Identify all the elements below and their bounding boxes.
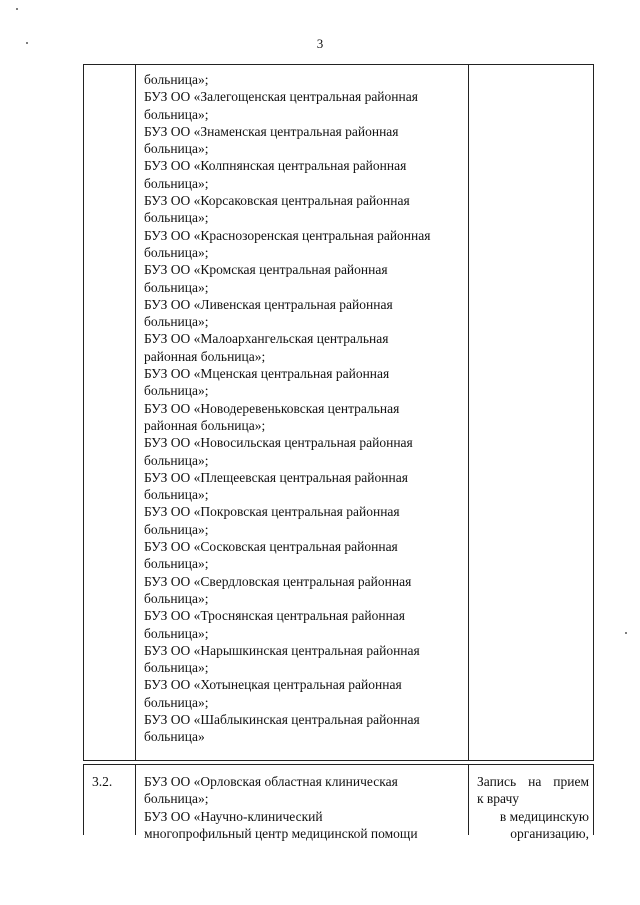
purpose-cell (469, 765, 593, 841)
organization-line: БУЗ ОО «Ливенская центральная районная (144, 296, 393, 312)
organization-line: больница»; (144, 106, 209, 122)
organization-line: БУЗ ОО «Кромская центральная районная (144, 262, 388, 278)
organization-line: больница» (144, 729, 205, 745)
scan-speck (16, 8, 18, 10)
purpose-line: в медицинскую (499, 808, 589, 824)
table-row (83, 764, 594, 841)
table-row (83, 64, 594, 761)
organization-line: больница»; (144, 590, 209, 606)
organization-line: БУЗ ОО «Новодеревеньковская центральная (144, 400, 400, 416)
hospital-table (83, 64, 594, 841)
organization-line: больница»; (144, 210, 209, 226)
organization-line: больница»; (144, 141, 209, 157)
organization-line: БУЗ ОО «Колпнянская центральная районная (144, 158, 407, 174)
organization-line: больница»; (144, 694, 209, 710)
organization-line: больница»; (144, 383, 209, 399)
organization-line: БУЗ ОО «Орловская областная клиническая (144, 774, 398, 789)
organization-line: больница»; (144, 791, 209, 807)
organization-line: БУЗ ОО «Шаблыкинская центральная районная (144, 711, 420, 727)
row-number-cell (84, 65, 136, 760)
organization-line: больница»; (144, 279, 209, 295)
organization-line: больница»; (144, 175, 209, 191)
organization-line: БУЗ ОО «Знаменская центральная районная (144, 123, 399, 139)
organization-line: БУЗ ОО «Корсаковская центральная районная (144, 193, 410, 209)
organizations-cell (136, 65, 469, 760)
organizations-cell (136, 765, 469, 841)
organization-line: БУЗ ОО «Хотынецкая центральная районная (144, 677, 402, 693)
organization-line: БУЗ ОО «Плещеевская центральная районная (144, 469, 408, 485)
organization-line: БУЗ ОО «Сосковская центральная районная (144, 539, 398, 555)
organization-line: многопрофильный центр медицинской помощи (144, 825, 418, 841)
organization-line: БУЗ ОО «Научно-клинический (144, 808, 323, 824)
scan-speck (26, 42, 28, 44)
organization-line: БУЗ ОО «Новосильская центральная районная (144, 435, 413, 451)
organization-line: больница»; (144, 660, 209, 676)
organization-line: больница»; (144, 314, 209, 330)
organization-line: БУЗ ОО «Мценская центральная районная (144, 366, 390, 382)
organization-line: больница»; (144, 72, 209, 87)
organization-line: БУЗ ОО «Малоархангельская центральная (144, 331, 389, 347)
organization-line: больница»; (144, 556, 209, 572)
organization-line: БУЗ ОО «Покровская центральная районная (144, 504, 400, 520)
organization-line: больница»; (144, 452, 209, 468)
page-number: 3 (316, 36, 324, 51)
organization-line: больница»; (144, 625, 209, 641)
organization-line: БУЗ ОО «Троснянская центральная районная (144, 608, 405, 624)
organization-line: БУЗ ОО «Краснозоренская центральная районная (144, 227, 431, 243)
organization-line: районная больница»; (144, 417, 266, 433)
organization-line: БУЗ ОО «Залегощенская центральная районная (144, 89, 418, 105)
organization-line: больница»; (144, 244, 209, 260)
purpose-cell (469, 65, 593, 760)
organization-line: больница»; (144, 521, 209, 537)
organization-line: БУЗ ОО «Нарышкинская центральная районная (144, 642, 420, 658)
purpose-line: к врачу (477, 791, 520, 807)
organization-line: районная больница»; (144, 348, 266, 364)
row-number-cell: 3.2. (84, 765, 136, 835)
purpose-line: организацию, (510, 825, 589, 841)
organization-line: БУЗ ОО «Свердловская центральная районная (144, 573, 412, 589)
scan-speck (625, 632, 627, 634)
organization-line: больница»; (144, 487, 209, 503)
purpose-line: Запись на прием (477, 774, 589, 789)
